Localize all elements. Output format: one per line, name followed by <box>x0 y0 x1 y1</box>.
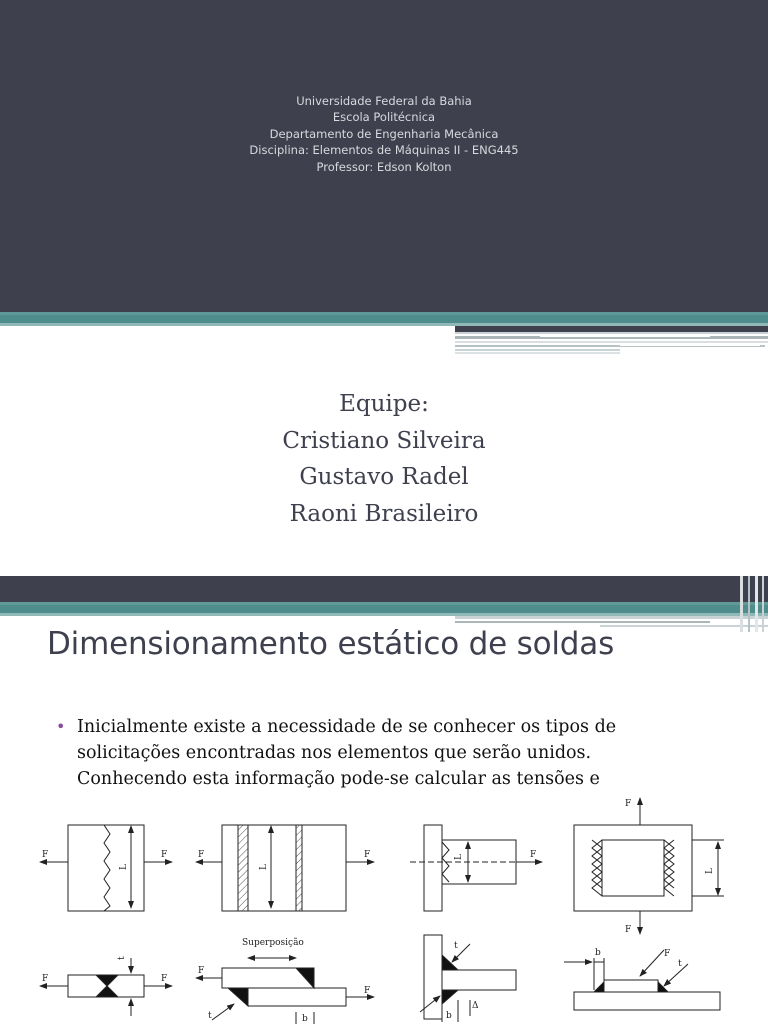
force-label: F <box>625 799 632 809</box>
weld-diagram-1 <box>40 825 172 911</box>
weld-diagram-8 <box>564 948 720 1010</box>
weld-diagram-6 <box>196 937 374 1024</box>
weld-diagram-3 <box>410 825 542 911</box>
course-name: Disciplina: Elementos de Máquinas II - ENG445 <box>249 143 519 158</box>
overlap-label: Superposição <box>242 938 304 948</box>
length-label: L <box>454 854 464 860</box>
force-label: F <box>198 850 205 860</box>
force-label: F <box>161 974 168 984</box>
slide-title: Dimensionamento estático de soldas <box>47 626 615 662</box>
thickness-label: t <box>454 941 458 951</box>
school-name: Escola Politécnica <box>332 110 436 125</box>
force-label: F <box>364 986 371 996</box>
force-label: F <box>42 850 49 860</box>
offset-label: Δ <box>472 1001 479 1011</box>
bullet-icon: • <box>56 717 66 736</box>
force-label: F <box>625 925 632 935</box>
weld-diagram-2 <box>196 825 374 911</box>
bullet-line: solicitações encontradas nos elementos que serão unidos. <box>77 743 592 763</box>
team-member: Raoni Brasileiro <box>289 500 479 527</box>
width-label: b <box>446 1011 452 1021</box>
weld-joints-figure <box>0 790 768 1024</box>
force-label: F <box>364 850 371 860</box>
width-label: b <box>595 948 601 958</box>
weld-diagram-4 <box>574 798 724 935</box>
force-label: F <box>161 850 168 860</box>
team-member: Cristiano Silveira <box>282 427 486 454</box>
header-decoration-2 <box>0 576 768 632</box>
team-list <box>0 386 768 532</box>
length-label: L <box>119 864 129 870</box>
university-name: Universidade Federal da Bahia <box>296 94 472 108</box>
weld-diagram-5 <box>40 956 172 1016</box>
thickness-label: t <box>678 959 682 969</box>
length-label: L <box>259 864 269 870</box>
bullet-paragraph <box>56 714 746 792</box>
force-label: F <box>42 974 49 984</box>
professor-name: Professor: Edson Kolton <box>316 159 452 174</box>
width-label: b <box>302 1014 308 1024</box>
force-label: F <box>664 949 671 959</box>
length-label: L <box>705 868 715 874</box>
bullet-line: Conhecendo esta informação pode-se calcular as tensões e <box>77 769 600 789</box>
thickness-label: t <box>208 1011 212 1021</box>
team-member: Gustavo Radel <box>299 464 469 490</box>
weld-diagram-7 <box>420 935 516 1022</box>
force-label: F <box>530 850 537 860</box>
force-label: F <box>198 966 205 976</box>
department-name: Departamento de Engenharia Mecânica <box>269 126 499 141</box>
institution-info <box>0 93 768 175</box>
team-heading: Equipe: <box>339 391 429 417</box>
thickness-label: t <box>117 956 127 960</box>
bullet-line: Inicialmente existe a necessidade de se conhecer os tipos de <box>77 717 617 737</box>
header-decoration <box>0 312 768 360</box>
